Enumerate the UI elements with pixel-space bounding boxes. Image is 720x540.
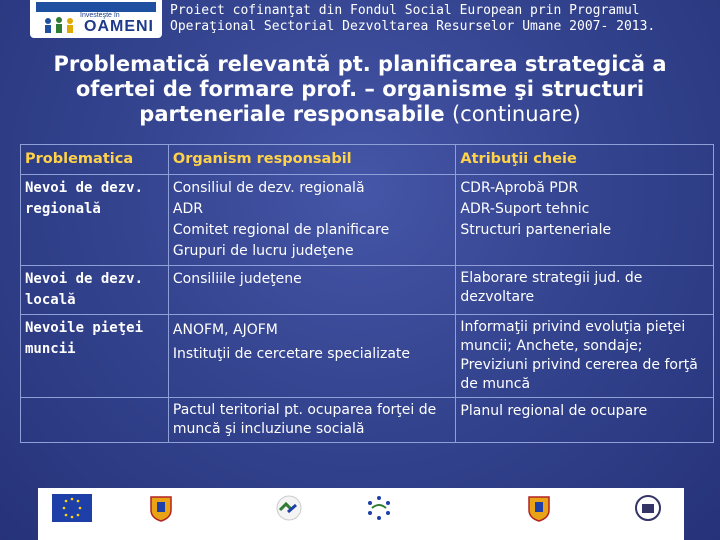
header-line-2: Operaţional Sectorial Dezvoltarea Resurselor Umane 2007- 2013. [170,19,656,34]
table-row [21,175,714,266]
duties-cell [456,398,714,443]
logo-tagline: Investeşte în [80,12,120,19]
duties-cell [456,315,714,398]
header-problematica: Problematica [21,145,169,175]
organism-line: ADR [172,201,203,217]
title-main: Problematică relevantă pt. planificarea strategică a ofertei de formare prof. – organisme şi structuri parteneriale responsabile [53,52,667,126]
header-atributii: Atribuţii cheie [456,145,714,175]
organism-cell [168,398,456,443]
organism-line: Comitet regional de planificare [172,222,390,238]
eu-flag-logo [52,494,92,522]
duties-cell [456,266,714,315]
table-row [21,315,714,398]
duty-line: CDR-Aprobă PDR [460,180,579,196]
table-row [21,398,714,443]
institution-logo [634,494,662,522]
duties-cell [456,175,714,266]
problem-cell [21,398,169,443]
organism-line: Consiliul de dezv. regională [172,180,365,196]
organism-line: Pactul teritorial pt. ocuparea forţei de muncă şi incluziune socială [172,402,437,437]
footer-logo-strip [38,488,684,540]
organism-line: Grupuri de lucru judeţene [172,243,354,259]
header-line-1: Proiect cofinanţat din Fondul Social European prin Programul [170,3,640,18]
organism-cell [168,266,456,315]
duty-line: ADR-Suport tehnic [460,201,590,217]
people-icon [40,16,78,34]
table-header-row [21,145,714,175]
responsibility-table [20,144,714,443]
project-header [170,3,715,35]
title-suffix: (continuare) [451,102,581,126]
duty-line: Planul regional de ocupare [460,403,648,419]
organism-line: ANOFM, AJOFM [172,322,278,338]
problem-cell: Nevoi de dezv. regională [21,175,169,266]
organism-cell [168,315,456,398]
investeste-in-oameni-logo [30,0,162,38]
ministry-crest-logo [148,494,174,522]
organism-line: Instituţii de cercetare specializate [172,346,411,362]
organism-line: Consiliile judeţene [172,271,302,287]
table-row [21,266,714,315]
duty-line: Informaţii privind evoluţia pieţei muncii; Anchete, sondaje; Previziuni privind cererea de forţă de muncă [460,319,698,392]
header-organism: Organism responsabil [168,145,456,175]
duty-line: Structuri parteneriale [460,222,612,238]
logo-wordmark: OAMENI [84,18,154,35]
organism-cell [168,175,456,266]
problem-cell: Nevoi de dezv. locală [21,266,169,315]
ministry-crest-logo-2 [526,494,552,522]
logo-banner [36,2,156,12]
slide-title [20,52,700,127]
problem-cell: Nevoile pieţei muncii [21,315,169,398]
ye-logo [274,494,304,522]
duty-line: Elaborare strategii jud. de dezvoltare [460,270,643,305]
eu-stars-logo [364,494,394,522]
